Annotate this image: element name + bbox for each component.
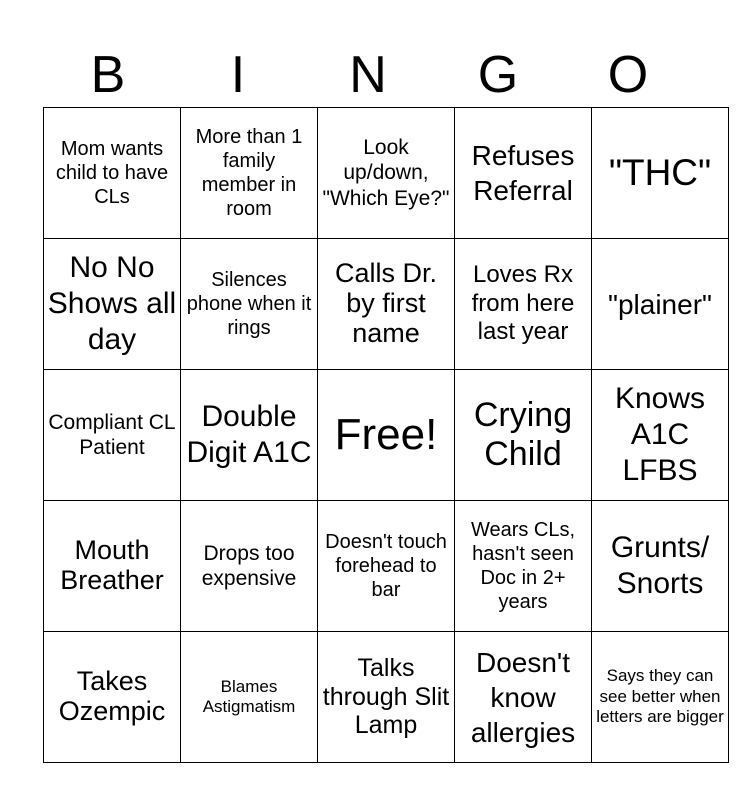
board-row [44,501,729,632]
header-letter-b: B [90,46,126,104]
bingo-free-cell: Free! [318,370,455,501]
bingo-cell: Loves Rx from here last year [455,239,592,370]
header-letter-i: I [230,46,246,104]
board-row [44,632,729,763]
bingo-cell: Takes Ozempic [44,632,181,763]
bingo-cell: Refuses Referral [455,108,592,239]
bingo-cell: Wears CLs, hasn't seen Doc in 2+ years [455,501,592,632]
bingo-header [43,44,693,106]
bingo-cell: Knows A1C LFBS [592,370,729,501]
bingo-cell: "THC" [592,108,729,239]
bingo-cell: Silences phone when it rings [181,239,318,370]
bingo-cell: Mom wants child to have CLs [44,108,181,239]
header-letter-o: O [607,46,649,104]
bingo-cell: Crying Child [455,370,592,501]
bingo-cell: Look up/down, "Which Eye?" [318,108,455,239]
bingo-cell: Talks through Slit Lamp [318,632,455,763]
board-row [44,239,729,370]
bingo-cell: "plainer" [592,239,729,370]
board-row [44,108,729,239]
bingo-cell: Doesn't touch forehead to bar [318,501,455,632]
bingo-board [43,107,729,763]
bingo-cell: Drops too expensive [181,501,318,632]
board-row [44,370,729,501]
header-letter-g: G [477,46,519,104]
header-letter-n: N [349,46,387,104]
bingo-cell: Mouth Breather [44,501,181,632]
bingo-cell: Grunts/ Snorts [592,501,729,632]
bingo-cell: Says they can see better when letters are bigger [592,632,729,763]
bingo-cell: No No Shows all day [44,239,181,370]
bingo-cell: More than 1 family member in room [181,108,318,239]
bingo-cell: Blames Astigmatism [181,632,318,763]
bingo-cell: Double Digit A1C [181,370,318,501]
bingo-cell: Doesn't know allergies [455,632,592,763]
bingo-cell: Compliant CL Patient [44,370,181,501]
bingo-cell: Calls Dr. by first name [318,239,455,370]
